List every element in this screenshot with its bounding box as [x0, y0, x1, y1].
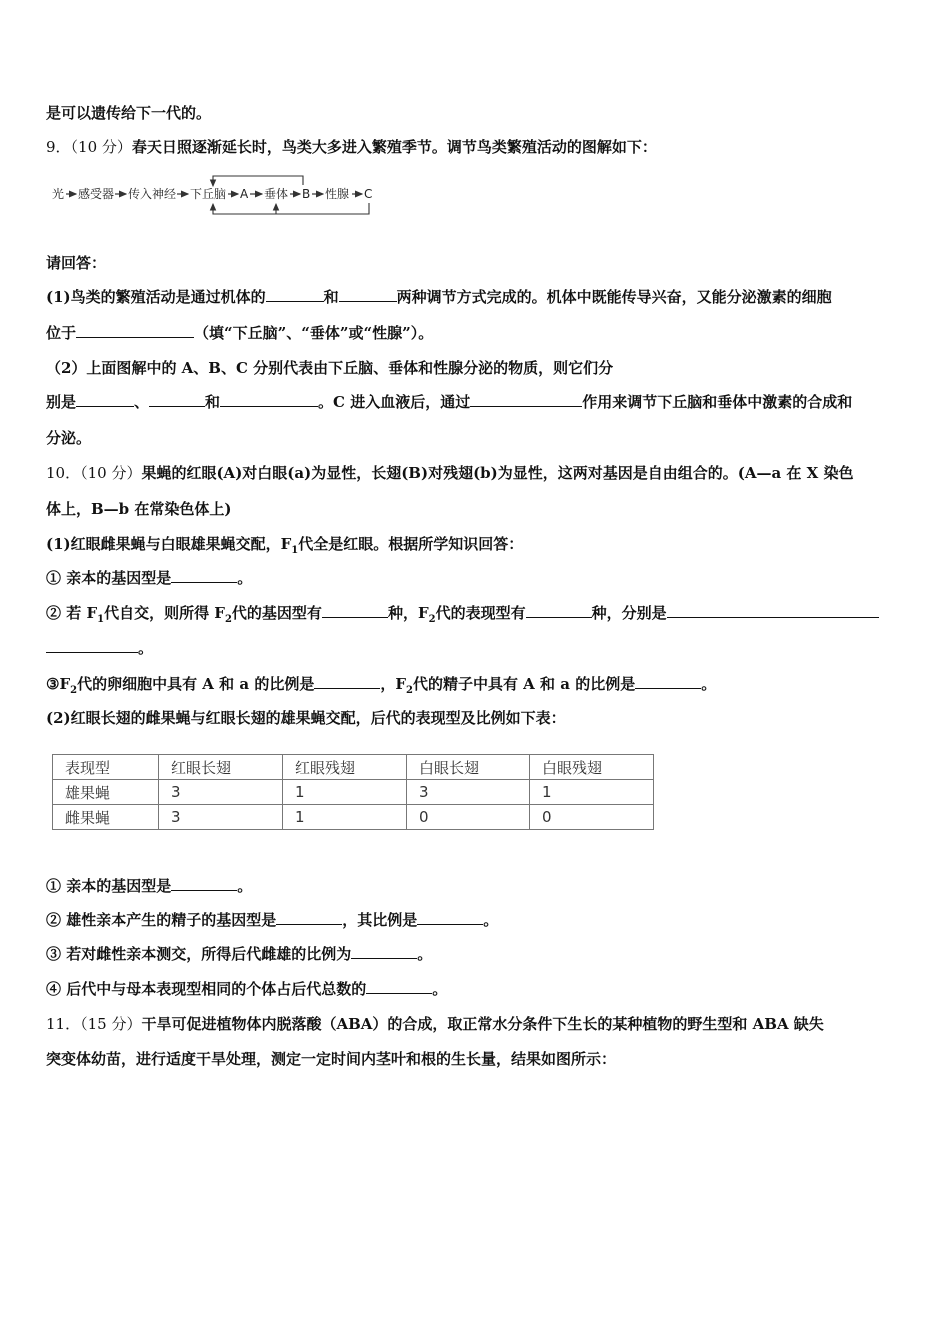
sentence-part: 代自交，则所得 F — [104, 604, 225, 622]
table-cell: 3 — [159, 805, 283, 830]
answer-blank[interactable] — [339, 287, 397, 302]
subscript: 2 — [405, 685, 413, 696]
answer-blank[interactable] — [171, 568, 237, 583]
text-line — [46, 876, 252, 896]
diagram-c: C — [364, 187, 373, 201]
table-cell: 雄果蝇 — [53, 780, 159, 805]
text-line — [46, 103, 211, 123]
sentence-part: 。 — [138, 639, 154, 657]
diagram-pituitary: 垂体 — [264, 187, 289, 201]
answer-blank[interactable] — [76, 392, 134, 407]
sentence-part: ，F — [380, 675, 406, 693]
sentence-part: 。 — [432, 980, 448, 998]
question-number: 9．（10 分） — [46, 138, 132, 156]
text-line — [46, 708, 566, 728]
text-line — [46, 499, 232, 519]
question-text: 干旱可促进植物体内脱落酸（ABA）的合成，取正常水分条件下生长的某种植物的野生型和 ABA 缺失 — [141, 1015, 824, 1033]
answer-blank[interactable] — [46, 638, 138, 653]
sentence-part: 代的卵细胞中具有 A 和 a 的比例是 — [77, 675, 315, 693]
text-line — [46, 638, 153, 658]
sentence-part: 种，F — [387, 604, 429, 622]
sentence-part: 种，分别是 — [591, 604, 667, 622]
diagram-light: 光 — [52, 187, 65, 201]
sentence-part: 和 — [205, 393, 221, 411]
text-line — [46, 358, 613, 378]
table-cell: 雌果蝇 — [53, 805, 159, 830]
subscript: 1 — [97, 614, 105, 625]
table-cell: 1 — [283, 805, 407, 830]
diagram-afferent-nerve: 传入神经 — [128, 187, 177, 201]
answer-blank[interactable] — [470, 392, 582, 407]
sentence-part: 。 — [483, 911, 499, 929]
sentence-part: 别是 — [46, 393, 77, 411]
sentence-part: 。C 进入血液后，通过 — [318, 393, 471, 411]
table-cell: 3 — [407, 780, 530, 805]
diagram-receptor: 感受器 — [78, 187, 115, 201]
answer-blank[interactable] — [276, 910, 342, 925]
text-line — [46, 253, 106, 273]
sentence: 体上，B—b 在常染色体上) — [46, 500, 232, 518]
answer-blank[interactable] — [526, 603, 592, 618]
sentence: 突变体幼苗，进行适度干旱处理，测定一定时间内茎叶和根的生长量，结果如图所示： — [46, 1050, 617, 1068]
question-number: 11．（15 分） — [46, 1015, 142, 1033]
text-line — [46, 674, 716, 694]
sentence-part: ② 雄性亲本产生的精子的基因型是 — [46, 911, 277, 929]
table-header-cell: 表现型 — [53, 755, 159, 780]
table-cell: 3 — [159, 780, 283, 805]
answer-blank[interactable] — [417, 910, 483, 925]
sentence-part: ① 亲本的基因型是 — [46, 569, 172, 587]
subscript: 2 — [428, 614, 436, 625]
table-row — [53, 805, 654, 830]
sentence-part: 作用来调节下丘脑和垂体中激素的合成和 — [582, 393, 853, 411]
answer-blank[interactable] — [149, 392, 205, 407]
sentence: (2)红眼长翅的雌果蝇与红眼长翅的雄果蝇交配，后代的表现型及比例如下表： — [46, 709, 566, 727]
text-line — [46, 392, 852, 412]
sentence-part: 。 — [701, 675, 717, 693]
sentence-part: 两种调节方式完成的。机体中既能传导兴奋，又能分泌激素的细胞 — [396, 288, 832, 306]
table-row — [53, 780, 654, 805]
answer-blank[interactable] — [220, 392, 318, 407]
question-text: 果蝇的红眼(A)对白眼(a)为显性，长翅(B)对残翅(b)为显性，这两对基因是自由组合的。(A—a 在 X 染色 — [141, 464, 854, 482]
sentence-part: (1)红眼雌果蝇与白眼雄果蝇交配，F — [46, 535, 292, 553]
sentence-part: 代全是红眼。根据所学知识回答： — [298, 535, 524, 553]
sentence-part: ③ 若对雌性亲本测交，所得后代雌雄的比例为 — [46, 945, 352, 963]
answer-blank[interactable] — [266, 287, 324, 302]
diagram-a: A — [240, 187, 249, 201]
table-header-cell: 白眼残翅 — [530, 755, 654, 780]
text-line — [46, 603, 879, 623]
answer-blank[interactable] — [76, 323, 194, 338]
phenotype-table — [52, 754, 654, 830]
text-line — [46, 534, 523, 554]
text-line — [46, 568, 252, 588]
table-cell: 1 — [283, 780, 407, 805]
text-line — [46, 1049, 616, 1069]
sentence: 请回答： — [46, 254, 107, 272]
feedback-arrow-top — [213, 176, 303, 186]
sentence-part: ④ 后代中与母本表现型相同的个体占后代总数的 — [46, 980, 367, 998]
diagram-b: B — [302, 187, 311, 201]
text-line — [46, 979, 447, 999]
regulation-diagram — [50, 172, 380, 218]
text-line — [46, 910, 498, 930]
question-number: 10．（10 分） — [46, 464, 142, 482]
table-cell: 1 — [530, 780, 654, 805]
subscript: 2 — [70, 685, 78, 696]
sentence-part: （填“下丘脑”、“垂体”或“性腺”）。 — [194, 324, 434, 342]
sentence-part: ③F — [46, 675, 71, 693]
answer-blank[interactable] — [314, 674, 380, 689]
sentence-part: 分泌。 — [46, 429, 92, 447]
answer-blank[interactable] — [171, 876, 237, 891]
table-header-row — [53, 755, 654, 780]
sentence-part: ② 若 F — [46, 604, 98, 622]
question-11-stem — [46, 1014, 824, 1034]
subscript: 2 — [224, 614, 232, 625]
feedback-arrow-bottom — [213, 203, 369, 214]
question-text: 春天日照逐渐延长时，鸟类大多进入繁殖季节。调节鸟类繁殖活动的图解如下： — [131, 138, 657, 156]
text-line — [46, 287, 832, 307]
text-line — [46, 323, 433, 343]
question-10-stem — [46, 463, 854, 483]
table-header-cell: 白眼长翅 — [407, 755, 530, 780]
sentence: 是可以遗传给下一代的。 — [46, 104, 212, 122]
sentence-part: 、 — [134, 393, 150, 411]
sentence-part: 。 — [237, 569, 253, 587]
text-line — [46, 944, 432, 964]
answer-blank[interactable] — [366, 979, 432, 994]
sentence-part: 位于 — [46, 324, 77, 342]
sentence-part: ① 亲本的基因型是 — [46, 877, 172, 895]
text-line — [46, 428, 91, 448]
sentence-part: 代的基因型有 — [231, 604, 322, 622]
sentence-part: ，其比例是 — [342, 911, 418, 929]
table-header-cell: 红眼残翅 — [283, 755, 407, 780]
table-cell: 0 — [407, 805, 530, 830]
table-header-cell: 红眼长翅 — [159, 755, 283, 780]
answer-blank[interactable] — [635, 674, 701, 689]
sentence-part: (1)鸟类的繁殖活动是通过机体的 — [46, 288, 266, 306]
sentence-part: （2）上面图解中的 A、B、C 分别代表由下丘脑、垂体和性腺分泌的物质，则它们分 — [46, 359, 614, 377]
diagram-gonad: 性腺 — [325, 187, 350, 201]
question-9-stem — [46, 137, 657, 157]
subscript: 1 — [291, 545, 299, 556]
diagram-hypothalamus: 下丘脑 — [190, 187, 227, 201]
answer-blank[interactable] — [351, 944, 417, 959]
sentence-part: 。 — [417, 945, 433, 963]
table-cell: 0 — [530, 805, 654, 830]
sentence-part: 代的精子中具有 A 和 a 的比例是 — [412, 675, 636, 693]
sentence-part: 和 — [323, 288, 339, 306]
sentence-part: 代的表现型有 — [435, 604, 526, 622]
answer-blank[interactable] — [322, 603, 388, 618]
sentence-part: 。 — [237, 877, 253, 895]
answer-blank[interactable] — [667, 603, 879, 618]
